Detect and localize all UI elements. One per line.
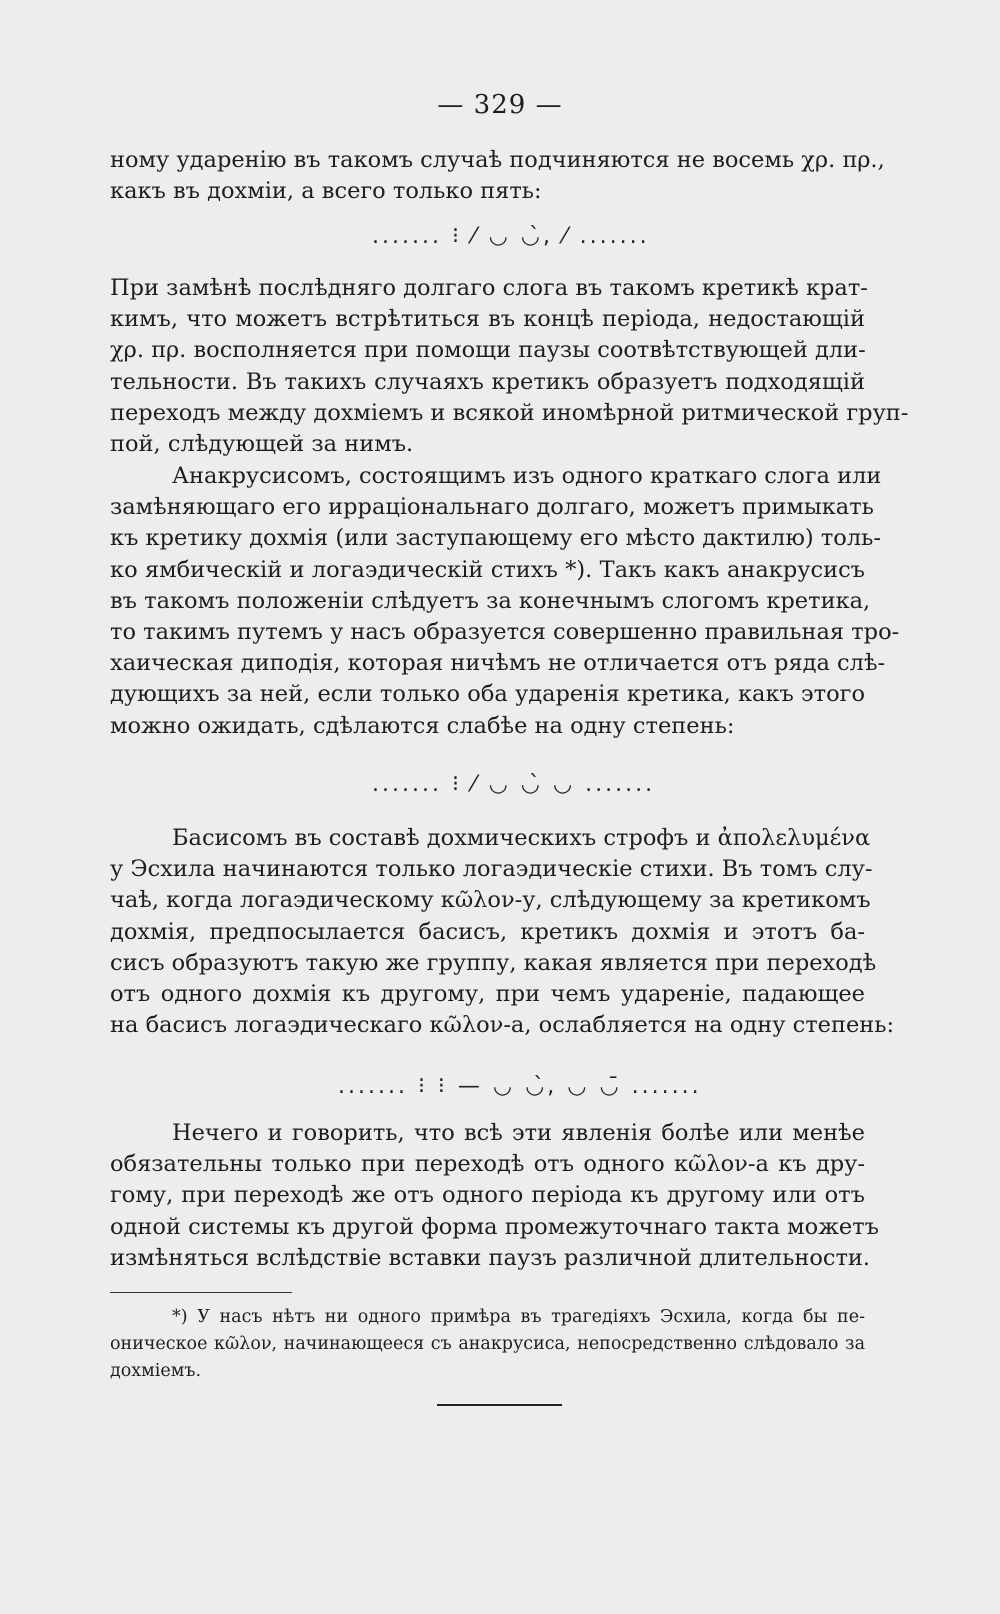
text-line: ко ямбическій и логаэдическій стихъ *). Такъ какъ анакрусисъ bbox=[110, 556, 865, 583]
text-line: При замѣнѣ послѣдняго долгаго слога въ такомъ кретикѣ крат- bbox=[110, 275, 868, 301]
text-line: можно ожидать, сдѣлаются слабѣе на одну степень: bbox=[110, 712, 735, 739]
text-line: Нечего и говорить, что всѣ эти явленія болѣе или менѣе bbox=[172, 1120, 865, 1146]
text-line: то такимъ путемъ у насъ образуется совершенно правильная тро- bbox=[110, 618, 900, 645]
text-line: сисъ образуютъ такую же группу, какая является при переходѣ bbox=[110, 949, 877, 976]
text-line: χρ. πρ. восполняется при помощи паузы соотвѣтствующей дли- bbox=[110, 337, 866, 364]
footnote-line: оническое κῶλον, начинающееся съ анакрусиса, непосредственно слѣдовало за bbox=[110, 1334, 865, 1354]
text-line: дующихъ за ней, если только оба ударенія кретика, какъ этого bbox=[110, 681, 865, 708]
paragraph-1 bbox=[110, 145, 885, 207]
footnote bbox=[110, 1304, 865, 1385]
text-line: дохмія, предпосылается басисъ, кретикъ дохмія и этотъ ба- bbox=[110, 918, 865, 945]
text-line: какъ въ дохміи, а всего только пять: bbox=[110, 178, 542, 205]
footnote-divider bbox=[110, 1292, 292, 1293]
text-line: на басисъ логаэдическаго κῶλον-а, ослабляется на одну степень: bbox=[110, 1012, 895, 1039]
end-rule bbox=[437, 1404, 562, 1406]
text-line: обязательны только при переходѣ отъ одного κῶλον-а къ дру- bbox=[110, 1151, 865, 1178]
text-line: у Эсхила начинаются только логаэдическіе стихи. Въ томъ слу- bbox=[110, 856, 873, 883]
text-line: хаическая диподія, которая ничѣмъ не отличается отъ ряда слѣ- bbox=[110, 650, 886, 677]
text-line: Анакрусисомъ, состоящимъ изъ одного краткаго слога или bbox=[172, 463, 882, 489]
page-number: — 329 — bbox=[437, 90, 563, 120]
text-line: къ кретику дохмія (или заступающему его мѣсто дактилю) толь- bbox=[110, 525, 881, 552]
text-line: въ такомъ положеніи слѣдуетъ за конечнымъ слогомъ кретика, bbox=[110, 587, 871, 614]
paragraph-3 bbox=[110, 461, 900, 742]
footnote-line: дохміемъ. bbox=[110, 1361, 202, 1381]
text-line: тельности. Въ такихъ случаяхъ кретикъ образуетъ подходящій bbox=[110, 368, 865, 395]
paragraph-2 bbox=[110, 273, 909, 460]
text-line: кимъ, что можетъ встрѣтиться въ концѣ періода, недостающій bbox=[110, 306, 865, 333]
text-line: отъ одного дохмія къ другому, при чемъ удареніе, падающее bbox=[110, 980, 865, 1007]
text-line: замѣняющаго его ирраціональнаго долгаго, можетъ примыкать bbox=[110, 494, 874, 521]
text-line: переходъ между дохміемъ и всякой иномѣрной ритмической груп- bbox=[110, 399, 909, 426]
paragraph-4 bbox=[110, 823, 895, 1041]
text-line: одной системы къ другой форма промежуточнаго такта можетъ bbox=[110, 1213, 879, 1240]
text-line: гому, при переходѣ же отъ одного періода къ другому или отъ bbox=[110, 1182, 865, 1209]
footnote-line: *) У насъ нѣтъ ни одного примѣра въ трагедіяхъ Эсхила, когда бы пе- bbox=[172, 1307, 865, 1327]
meter-scheme-1: ....... ⁝ ⁄ ◡ ◡̀, ⁄ ....... bbox=[372, 224, 650, 249]
meter-scheme-2: ....... ⁝ ⁄ ◡ ◡̀ ◡ ....... bbox=[372, 772, 656, 797]
paragraph-5 bbox=[110, 1118, 879, 1274]
text-line: Басисомъ въ составѣ дохмическихъ строфъ и ἀπολελυμένα bbox=[172, 825, 871, 851]
text-line: ному ударенію въ такомъ случаѣ подчиняются не восемь χρ. πρ., bbox=[110, 147, 885, 173]
text-line: измѣняться вслѣдствіе вставки паузъ различной длительности. bbox=[110, 1244, 871, 1271]
text-line: пой, слѣдующей за нимъ. bbox=[110, 430, 414, 457]
meter-scheme-3: ....... ⁝ ⁝ — ◡ ◡̀, ◡ ◡̄ ....... bbox=[338, 1074, 702, 1099]
text-line: чаѣ, когда логаэдическому κῶλον-у, слѣдующему за кретикомъ bbox=[110, 887, 871, 914]
